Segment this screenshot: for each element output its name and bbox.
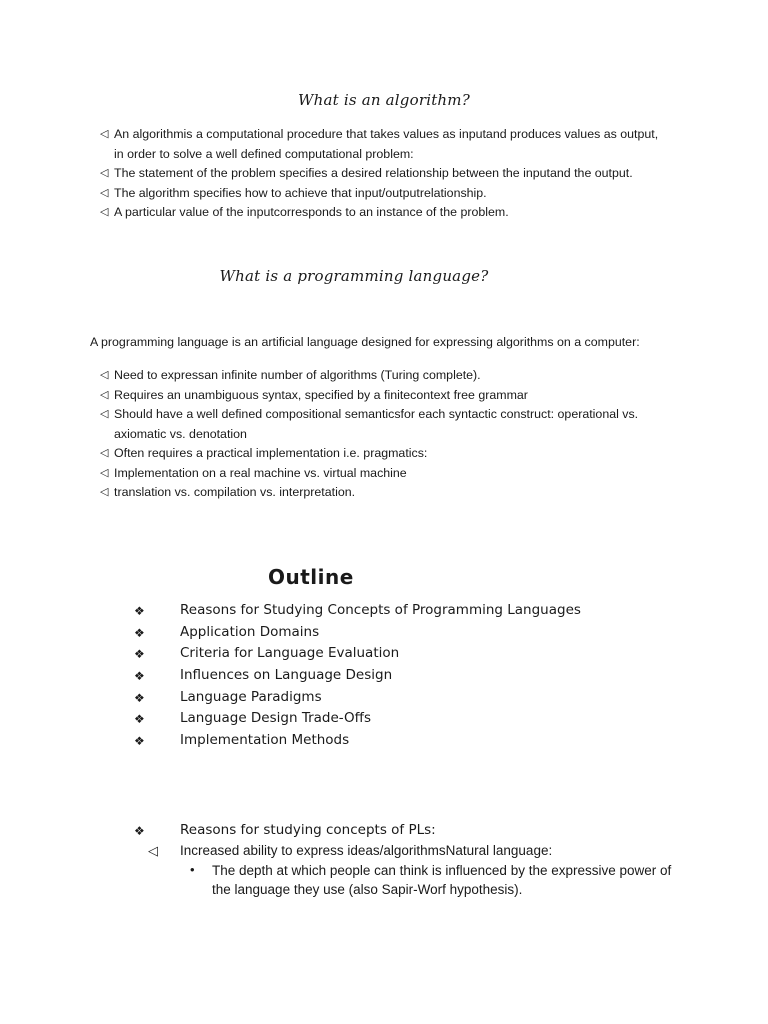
list-item: ◁ translation vs. compilation vs. interpretation. — [100, 483, 660, 503]
programming-language-heading: What is a programming language? — [219, 267, 489, 285]
list-item: ◁ Should have a well defined compositional semanticsfor each syntactic construct: operational vs. axiomatic vs. denotation — [100, 407, 639, 441]
reasons-detail: The depth at which people can think is influenced by the expressive power of the language they use (also Sapir-Worf hypothesis). — [212, 863, 672, 897]
arrow-bullet-icon: ◁ — [100, 206, 109, 218]
diamond-bullet-icon: ❖ — [134, 712, 145, 727]
arrow-bullet-icon: ◁ — [100, 486, 109, 498]
arrow-bullet-icon: ◁ — [100, 408, 109, 420]
outline-heading: Outline — [268, 565, 354, 589]
list-item: ◁ Need to expressan infinite number of algorithms (Turing complete). — [100, 366, 660, 386]
list-item: ◁ Requires an unambiguous syntax, specified by a finitecontext free grammar — [100, 386, 660, 406]
algorithm-heading: What is an algorithm? — [298, 91, 470, 109]
list-item: ◁ An algorithmis a computational procedure that takes values as inputand produces values as output, in order to solve a well defined computational problem: — [100, 127, 659, 161]
list-item: ◁ The statement of the problem specifies a desired relationship between the inputand the output. — [100, 164, 660, 184]
dot-bullet-icon: • — [190, 862, 195, 877]
diamond-bullet-icon: ❖ — [134, 647, 145, 662]
diamond-bullet-icon: ❖ — [134, 604, 145, 618]
arrow-bullet-icon: ◁ — [100, 128, 109, 140]
arrow-bullet-icon: ◁ — [100, 466, 109, 479]
arrow-bullet-icon: ◁ — [148, 843, 158, 858]
diamond-bullet-icon: ❖ — [134, 824, 145, 838]
arrow-bullet-icon: ◁ — [100, 447, 109, 459]
arrow-bullet-icon: ◁ — [100, 167, 109, 179]
list-item: ◁ The algorithm specifies how to achieve that input/outputrelationship. — [100, 184, 660, 204]
list-item: ◁ A particular value of the inputcorresponds to an instance of the problem. — [100, 203, 660, 223]
document-page: What is an algorithm? ◁ An algorithmis a computational procedure that takes values as inputand produces values as output, in order to solve a well defined computational problem: ◁ The statement of the problem specifies a desired relationship between the inputand the output. ◁ The algorithm specifies how to achieve that input/outputrelationship. ◁ A particular value of the inputcorresponds to an instance of the problem. What is a programming language? A programming language is an artificial language designed for expressing algorithms on a computer: ◁ Need to expressan infinite number of algorithms (Turing complete). ◁ Requires an unambiguous syntax, specified by a finitecontext free grammar ◁ Should have a well defined compositional semanticsfor each syntactic construct: operational vs. axiomatic vs. denotation ◁ Often requires a practical implementation i.e. pragmatics: ◁ Implementation on a real machine vs. virtual machine ◁ translation vs. compilation vs. interpretation. Outline ❖ Reasons for Studying Concepts of Programming Languages ❖ Application Domains ❖ Criteria for Language Evaluation ❖ Influences on Language Design ❖ Language Paradigms ❖ Language Design Trade-Offs ❖ Implementation Methods ❖ Reasons for studying concepts of PLs: ◁ Increased ability to express ideas/algorithmsNatural language: • The depth at which people can think is influenced by the expressive power of the language they use (also Sapir-Worf hypothesis). — [0, 0, 768, 1024]
list-item: ◁ Implementation on a real machine vs. virtual machine — [100, 464, 660, 484]
reasons-subpoint: Increased ability to express ideas/algorithmsNatural language: — [180, 843, 553, 858]
programming-language-list — [100, 366, 660, 503]
arrow-bullet-icon: ◁ — [100, 186, 109, 199]
arrow-bullet-icon: ◁ — [100, 388, 109, 401]
list-item: ◁ Often requires a practical implementation i.e. pragmatics: — [100, 444, 660, 464]
diamond-bullet-icon: ❖ — [134, 734, 145, 749]
diamond-bullet-icon: ❖ — [134, 625, 145, 640]
diamond-bullet-icon: ❖ — [134, 669, 145, 684]
diamond-bullet-icon: ❖ — [134, 690, 145, 705]
arrow-bullet-icon: ◁ — [100, 369, 109, 381]
algorithm-list — [100, 125, 660, 223]
definition-paragraph: A programming language is an artificial language designed for expressing algorithms on a computer: — [90, 335, 640, 349]
